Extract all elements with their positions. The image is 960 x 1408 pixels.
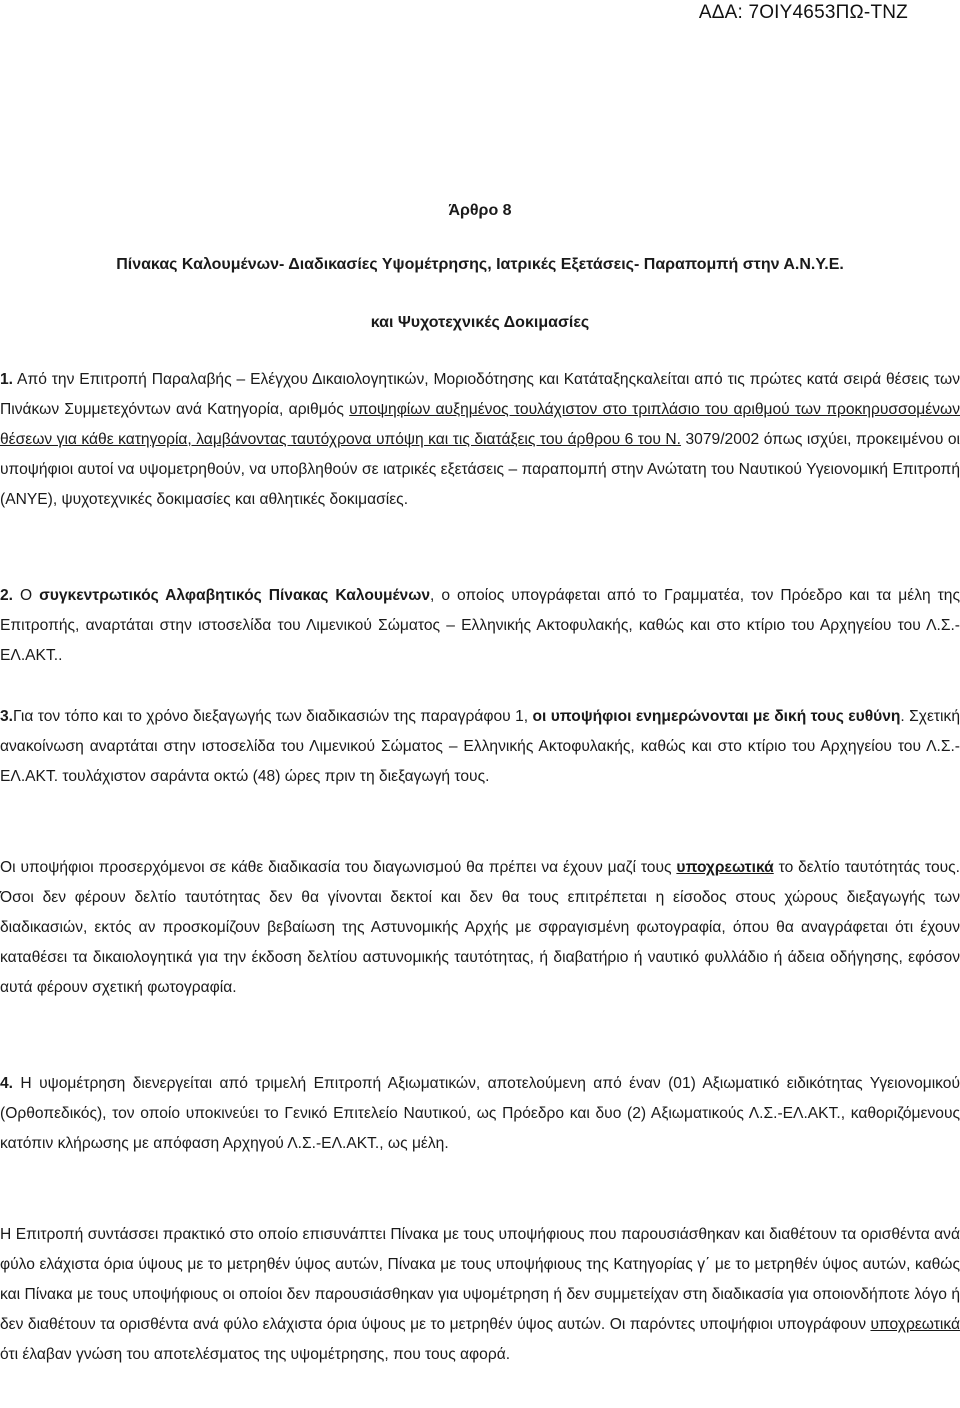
paragraph-text: το δελτίο ταυτότητάς τους. Όσοι δεν φέρουν δελτίο ταυτότητας δεν θα γίνονται δεκτοί και δεν θα τους επιτρέπεται η είσοδος στους χώρους διεξαγωγής των διαδικασιών, εκτός αν προσκομίζουν βεβαίωση της Αστυνομικής Αρχής με σφραγισμένη φωτογραφία, όπου θα αναγράφεται ότι έχουν καταθέσει τα δικαιολογητικά για την έκδοση δελτίου αστυνομικής ταυτότητας, ή διαβατήριο ή ναυτικό φυλλάδιο ή άδεια οδήγησης, εφόσον αυτά φέρουν σχετική φωτογραφία.	[0, 859, 960, 996]
paragraph-text: Ο	[13, 587, 40, 604]
article-title: Πίνακας Καλουμένων- Διαδικασίες Υψομέτρησης, Ιατρικές Εξετάσεις- Παραπομπή στην Α.Ν.Υ.Ε.	[116, 256, 844, 273]
paragraph-text: Οι υποψήφιοι προσερχόμενοι σε κάθε διαδικασία του διαγωνισμού θα πρέπει να έχουν μαζί τους	[0, 859, 677, 876]
paragraph-3	[0, 702, 960, 792]
paragraph-text: Από την Επιτροπή Παραλαβής – Ελέγχου Δικαιολογητικών, Μοριοδότησης και Κατάταξηςκαλείται από τις πρώτες κατά σειρά θέσεις των Πινάκων Συμμετεχόντων ανά Κατηγορία, αριθμός	[0, 371, 960, 418]
paragraph-text: . Σχετική ανακοίνωση αναρτάται στην ιστοσελίδα του Λιμενικού Σώματος – Ελληνικής Ακτοφυλακής, καθώς και στο κτίριο του Αρχηγείου του Λ.Σ.-ΕΛ.ΑΚΤ. τουλάχιστον σαράντα οκτώ (48) ώρες πριν τη διεξαγωγή τους.	[0, 708, 960, 785]
paragraph-2	[0, 581, 960, 671]
paragraph-4	[0, 1069, 960, 1159]
underlined-text: υποψηφίων αυξημένος τουλάχιστον στο τριπλάσιο του αριθμού των προκηρυσσομένων θέσεων για κάθε κατηγορία, λαμβάνοντας ταυτόχρονα υπόψη και τις διατάξεις του άρθρου 6 του Ν.	[0, 401, 960, 448]
paragraph-id-requirement	[0, 853, 960, 1003]
paragraph-text: 3079/2002 όπως ισχύει, προκειμένου οι υποψήφιοι αυτοί να υψομετρηθούν, να υποβληθούν σε ιατρικές εξετάσεις – παραπομπή στην Ανώτατη του Ναυτικού Υγειονομική Επιτροπή (ΑΝΥΕ), ψυχοτεχνικές δοκιμασίες και αθλητικές δοκιμασίες.	[0, 431, 960, 508]
paragraph-number: 1.	[0, 371, 14, 388]
paragraph-committee-report	[0, 1220, 960, 1370]
paragraph-number: 2.	[0, 587, 14, 604]
bold-underlined-text: υποχρεωτικά	[676, 859, 774, 876]
underlined-text: υποχρεωτικά	[870, 1316, 960, 1333]
paragraph-text: Για τον τόπο και το χρόνο διεξαγωγής των διαδικασιών της παραγράφου 1,	[13, 708, 533, 725]
paragraph-text: , ο οποίος υπογράφεται από το Γραμματέα, τον Πρόεδρο και τα μέλη της Επιτροπής, αναρτάται στην ιστοσελίδα του Λιμενικού Σώματος – Ελληνικής Ακτοφυλακής, καθώς και στο κτίριο του Αρχηγείου του Λ.Σ.-ΕΛ.ΑΚΤ..	[0, 587, 960, 664]
bold-text: οι υποψήφιοι ενημερώνονται με δική τους ευθύνη	[532, 708, 901, 725]
paragraph-number: 3.	[0, 708, 14, 725]
paragraph-text: Η Επιτροπή συντάσσει πρακτικό στο οποίο επισυνάπτει Πίνακα με τους υποψήφιους που παρουσιάσθηκαν και διαθέτουν τα ορισθέντα ανά φύλο ελάχιστα όρια ύψους με το μετρηθέν ύψος αυτών, Πίνακα με τους υποψήφιους της Κατηγορίας γ΄ με το μετρηθέν ύψος αυτών, καθώς και Πίνακα με τους υποψήφιους οι οποίοι δεν παρουσιάσθηκαν για υψομέτρηση ή δεν συμμετείχαν στη διαδικασία για οποιονδήποτε λόγο ή δεν διαθέτουν τα ορισθέντα ανά φύλο ελάχιστα όρια ύψους με το μετρηθέν ύψος αυτών. Οι παρόντες υποψήφιοι υπογράφουν	[0, 1226, 960, 1333]
article-number: Άρθρο 8	[448, 202, 512, 219]
ada-code: ΑΔΑ: 7ΟΙΥ4653ΠΩ-ΤΝΖ	[698, 2, 908, 23]
paragraph-1	[0, 365, 960, 515]
paragraph-text: Η υψομέτρηση διενεργείται από τριμελή Επιτροπή Αξιωματικών, αποτελούμενη από έναν (01) Αξιωματικό ειδικότητας Υγειονομικού (Ορθοπεδικός), τον οποίο υποκινεύει το Γενικό Επιτελείο Ναυτικού, ως Πρόεδρο και δυο (2) Αξιωματικούς Λ.Σ.-ΕΛ.ΑΚΤ., καθοριζόμενους κατόπιν κλήρωσης με απόφαση Αρχηγού Λ.Σ.-ΕΛ.ΑΚΤ., ως μέλη.	[0, 1075, 960, 1152]
bold-text: συγκεντρωτικός Αλφαβητικός Πίνακας Καλουμένων	[39, 587, 431, 604]
article-subtitle: και Ψυχοτεχνικές Δοκιμασίες	[370, 314, 590, 331]
paragraph-text: ότι έλαβαν γνώση του αποτελέσματος της υψομέτρησης, που τους αφορά.	[0, 1346, 511, 1363]
paragraph-number: 4.	[0, 1075, 14, 1092]
